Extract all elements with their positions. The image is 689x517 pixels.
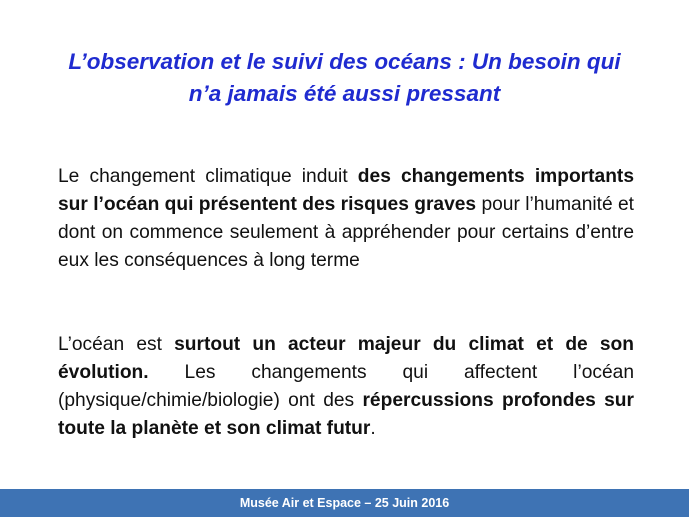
footer-text: Musée Air et Espace – 25 Juin 2016 xyxy=(239,496,450,510)
slide-title xyxy=(30,46,659,110)
paragraph-1-text-a: Le changement climatique induit xyxy=(58,166,358,187)
paragraph-2-text-a: L’océan est xyxy=(58,334,175,355)
paragraph-1-text-b: pour l’humanité et dont on commence seulement à appréhender pour certains d’entre eux les conséquences à long terme xyxy=(58,194,635,271)
paragraph-2-text-b: Les changements qui affectent l’océan (physique/chimie/biologie) ont des xyxy=(58,362,634,411)
paragraph-ocean-actor xyxy=(58,331,634,443)
slide-title-line-1: L’observation et le suivi des océans : Un besoin qui xyxy=(68,49,621,74)
paragraph-2-bold-a: surtout un acteur majeur du climat et de son évolution. xyxy=(58,334,634,383)
footer-bar xyxy=(0,489,689,517)
paragraph-climate-change xyxy=(58,163,634,275)
paragraph-2-bold-b: répercussions profondes sur toute la planète et son climat futur xyxy=(58,390,634,439)
slide-title-line-2: n’a jamais été aussi pressant xyxy=(188,81,501,106)
paragraph-2-text-c: . xyxy=(370,418,376,439)
paragraph-1-bold-a: des changements importants sur l’océan qui présentent des risques graves xyxy=(58,166,634,215)
